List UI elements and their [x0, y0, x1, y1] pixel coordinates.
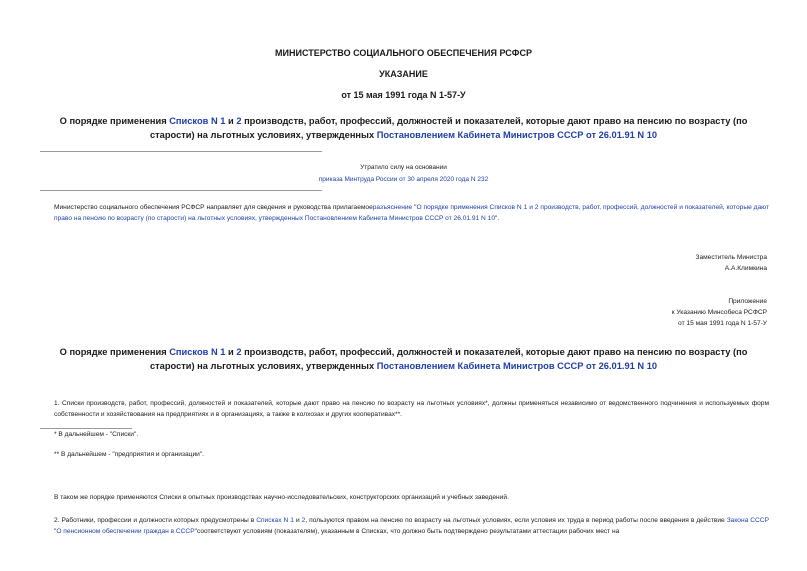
lost-force-order-link[interactable]: приказа Минтруда России от 30 апреля 2020 года N 232: [318, 176, 489, 183]
intro-paragraph: [54, 202, 769, 224]
title-and: и: [225, 116, 237, 126]
intro-link-title[interactable]: О порядке применения Списков N 1 и 2 производств, работ, профессий, должностей и показателей, которые дают право на пенсию по возрасту (по старости) на льготных условиях, утвержденных Постановлением Кабинета Министров СССР от 26.01.91 N 10: [54, 204, 769, 222]
title-link-list-2[interactable]: 2: [236, 116, 242, 126]
appendix-title-link-list-1[interactable]: Списков N 1: [169, 347, 226, 357]
divider-top: [40, 151, 322, 152]
signature-block: [695, 252, 767, 274]
p3-link-list-2[interactable]: 2: [301, 517, 306, 524]
lost-force-note: Утратило силу на основании: [360, 164, 447, 171]
appendix-title-link-resolution[interactable]: Постановлением Кабинета Министров СССР от 26.01.91 N 10: [376, 361, 658, 371]
appendix-title-link-list-2[interactable]: 2: [236, 347, 242, 357]
appendix-title-middle: производств, работ, профессий, должностей и показателей, которые дают право на пенсию по возрасту (по старости) на льготных условиях, утвержденных: [149, 347, 748, 371]
p3-text-d: ": [54, 528, 57, 535]
paragraph-3: [54, 515, 769, 537]
signature-position: Заместитель Министра: [695, 254, 767, 261]
title-link-list-1[interactable]: Списков N 1: [169, 116, 226, 126]
p3-text-b: и: [293, 517, 302, 524]
title-prefix: О порядке применения: [59, 116, 170, 126]
document-date-heading: от 15 мая 1991 года N 1-57-У: [341, 90, 466, 100]
title-link-resolution[interactable]: Постановлением Кабинета Министров СССР от 26.01.91 N 10: [376, 130, 658, 140]
intro-link-explanation[interactable]: разъяснение: [372, 204, 413, 211]
p3-link-law[interactable]: Закона СССР: [726, 517, 769, 524]
divider-bottom: [40, 190, 322, 191]
footnote-divider: [40, 428, 132, 429]
p3-text-c: , пользуются правом на пенсию по возрасту на льготных условиях, если условия их труда в период работы после введения в действие: [305, 517, 727, 524]
document-type-heading: УКАЗАНИЕ: [379, 69, 428, 79]
intro-text-3: ".: [495, 215, 500, 222]
intro-text-2: ": [412, 204, 417, 211]
appendix-date: от 15 мая 1991 года N 1-57-У: [678, 320, 767, 327]
intro-text-1: Министерство социального обеспечения РСФСР направляет для сведения и руководства прилагаемое: [54, 204, 373, 211]
appendix-title: [40, 345, 767, 373]
appendix-block: [672, 296, 767, 329]
appendix-title-prefix: О порядке применения: [59, 347, 170, 357]
document-title: [40, 114, 767, 142]
footnote-1: * В дальнейшем - "Списки".: [54, 431, 139, 438]
title-middle: производств, работ, профессий, должностей и показателей, которые дают право на пенсию по возрасту (по старости) на льготных условиях, утвержденных: [149, 116, 748, 140]
signature-name: А.А.Климкина: [724, 265, 767, 272]
appendix-label: Приложение: [728, 298, 767, 305]
footnote-2: ** В дальнейшем - "предприятия и организации".: [54, 451, 204, 458]
paragraph-1: 1. Списки производств, работ, профессий, должностей и показателей, которые дают право на пенсию по возрасту на льготных условиях*, должны применяться независимо от ведомственного подчинения и используемых форм собственности и хозяйствования на предприятиях и в организациях, а также в колхозах и других кооперативах**.: [54, 400, 769, 418]
paragraph-2: В таком же порядке применяются Списки в опытных производствах научно-исследовательских, конструкторских организаций и учебных заведений.: [54, 494, 509, 501]
appendix-title-and: и: [225, 347, 237, 357]
appendix-reference: к Указанию Минсобеса РСФСР: [671, 309, 767, 316]
p3-link-list-1[interactable]: Списках N 1: [256, 517, 294, 524]
ministry-heading: МИНИСТЕРСТВО СОЦИАЛЬНОГО ОБЕСПЕЧЕНИЯ РСФСР: [275, 48, 532, 58]
p3-link-pension-law[interactable]: О пенсионном обеспечении граждан в СССР: [56, 528, 195, 535]
p3-text-e: "соответствуют условиям (показателям), указанным в Списках, что должно быть подтверждено результатами аттестации рабочих мест на: [194, 528, 620, 535]
p3-text-a: 2. Работники, профессии и должности которых предусмотрены в: [54, 517, 257, 524]
